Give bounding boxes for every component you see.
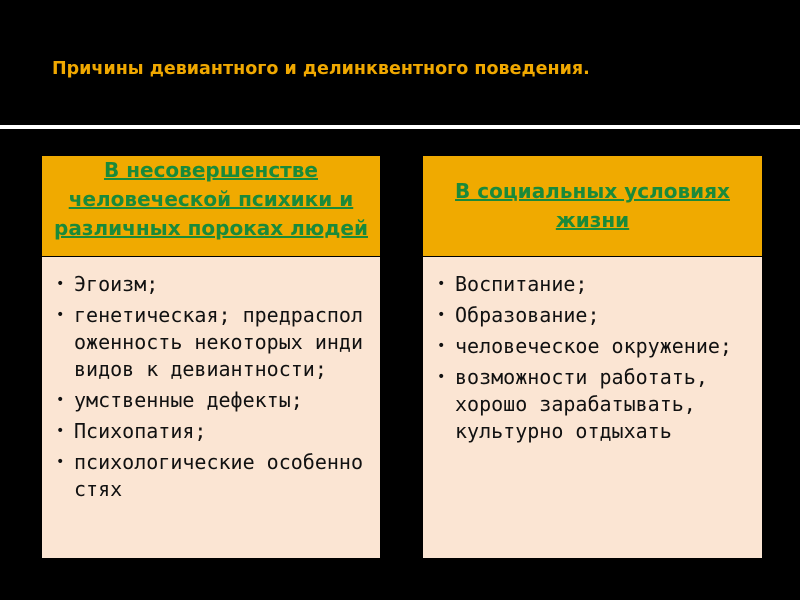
bullet-icon: • xyxy=(56,423,65,439)
bullet-icon: • xyxy=(437,307,446,323)
bullet-icon: • xyxy=(56,307,65,323)
list-item-text: умственные дефекты; xyxy=(74,388,303,412)
bullet-icon: • xyxy=(56,392,65,408)
slide-title: Причины девиантного и делинквентного поведения. xyxy=(52,59,590,79)
list-item xyxy=(42,418,364,445)
list-item xyxy=(42,387,364,414)
list-item xyxy=(423,302,755,329)
list-item-text: человеческое окружение; xyxy=(455,334,732,358)
bullet-icon: • xyxy=(56,454,65,470)
list-item-text: возможности работать, хорошо зарабатывать, культурно отдыхать xyxy=(455,365,708,443)
bullet-icon: • xyxy=(437,276,446,292)
psyche-causes-list xyxy=(42,271,380,507)
list-item xyxy=(423,364,755,445)
social-causes-list xyxy=(423,271,762,449)
list-item xyxy=(42,271,364,298)
column-body-social xyxy=(423,257,762,558)
column-header-social xyxy=(423,156,762,256)
column-header-psyche-label: В несовершенстве человеческой психики и различных пороках людей xyxy=(54,158,368,240)
list-item xyxy=(42,449,364,503)
bullet-icon: • xyxy=(437,338,446,354)
bullet-icon: • xyxy=(56,276,65,292)
column-header-social-label: В социальных условиях жизни xyxy=(455,179,730,232)
list-item-text: Воспитание; xyxy=(455,272,588,296)
list-item xyxy=(42,302,364,383)
list-item-text: Психопатия; xyxy=(74,419,207,443)
list-item xyxy=(423,271,755,298)
list-item xyxy=(423,333,755,360)
bullet-icon: • xyxy=(437,369,446,385)
list-item-text: психологические особенностях xyxy=(74,450,363,501)
column-header-psyche xyxy=(42,156,380,256)
column-body-psyche xyxy=(42,257,380,558)
list-item-text: генетическая; предрасположенность некоторых индивидов к девиантности; xyxy=(74,303,363,381)
list-item-text: Образование; xyxy=(455,303,600,327)
list-item-text: Эгоизм; xyxy=(74,272,159,296)
